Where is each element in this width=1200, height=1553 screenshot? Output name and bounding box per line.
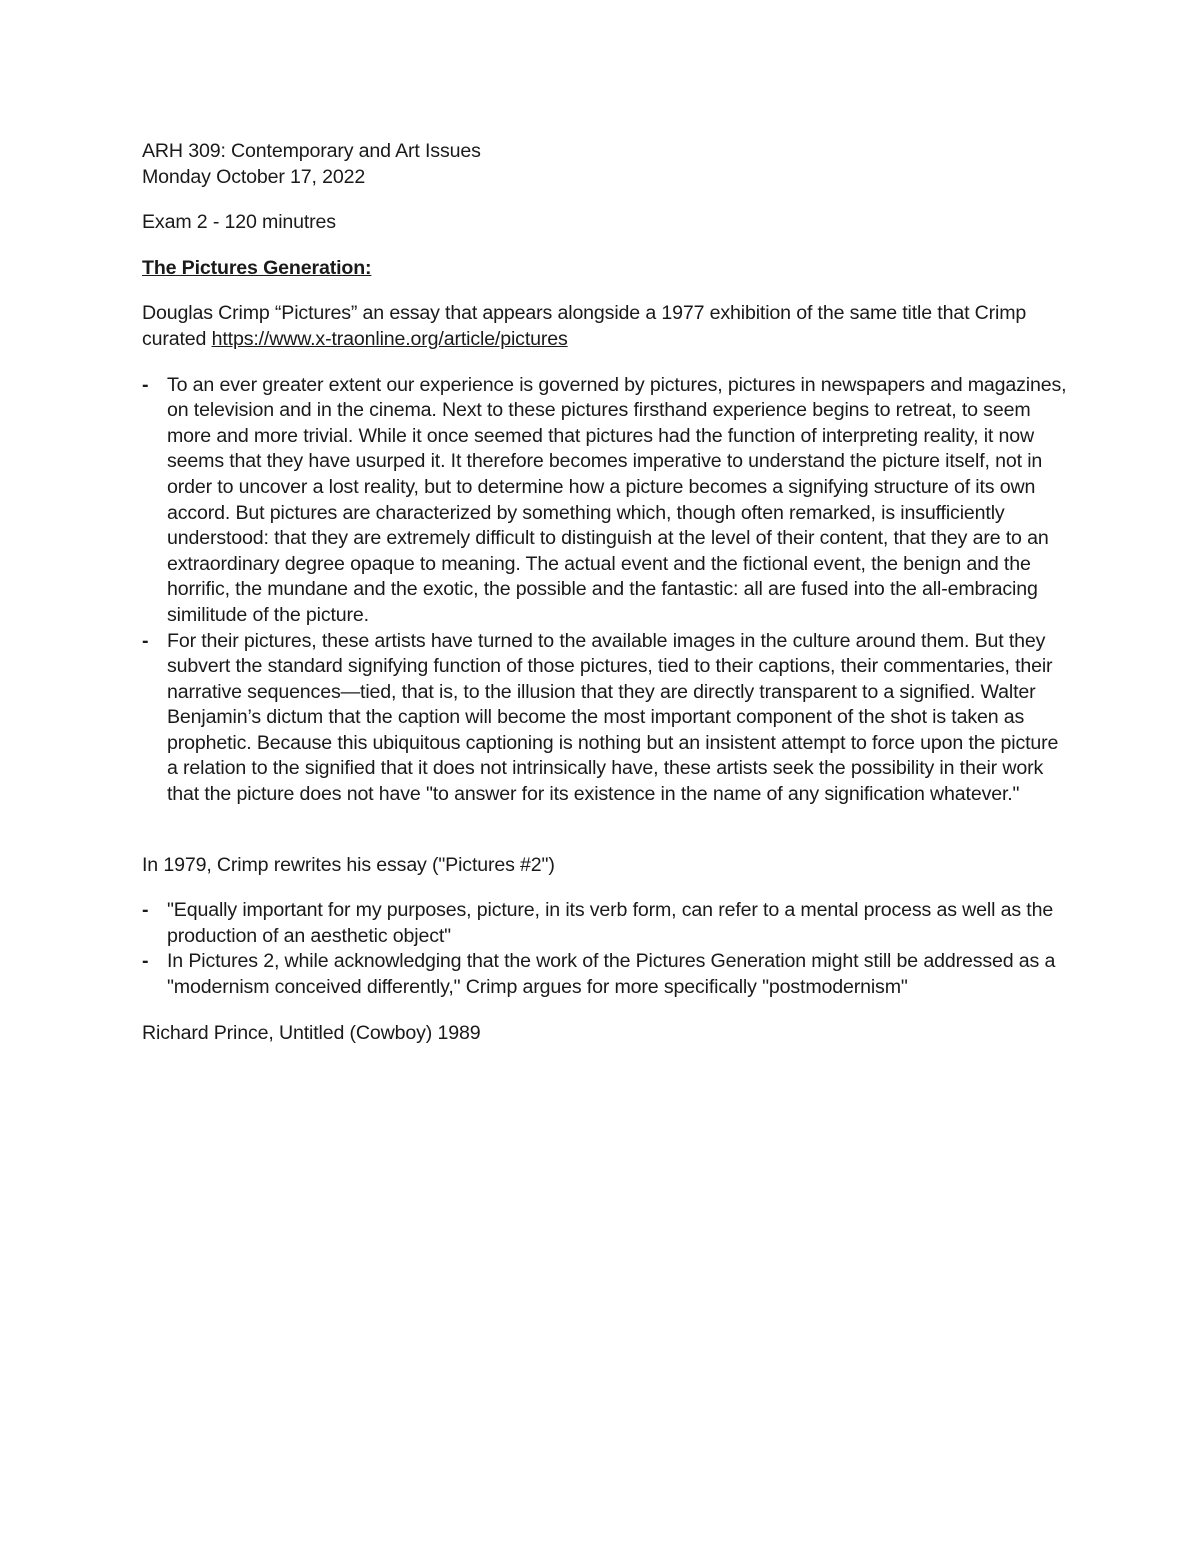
article-link[interactable]: https://www.x-traonline.org/article/pictures — [211, 327, 568, 350]
quote-text: For their pictures, these artists have turned to the available images in the culture around them. But they subvert the standard signifying function of those pictures, tied to their captions, their commentaries, their narrative sequences—tied, that is, to the illusion that they are directly transparent to a signified. Walter Benjamin’s dictum that the caption will become the most important component of the shot is taken as prophetic. Because this ubiquitous captioning is nothing but an insistent attempt to force upon the picture a relation to the signified that it does not intrinsically have, these artists seek the possibility in their work that the picture does not have "to answer for its existence in the name of any signification whatever." — [167, 629, 1059, 806]
rewrite-list — [142, 898, 1072, 1000]
artwork-reference: Richard Prince, Untitled (Cowboy) 1989 — [142, 1021, 481, 1044]
document-page — [142, 139, 1072, 1046]
bullet-dash: - — [142, 629, 149, 652]
list-item — [142, 949, 1072, 1000]
bullet-dash: - — [142, 899, 149, 922]
bullet-dash: - — [142, 950, 149, 973]
exam-date: Monday October 17, 2022 — [142, 165, 366, 188]
intro-text: Douglas Crimp “Pictures” an essay that appears alongside a 1977 exhibition of the same title that Crimp curated — [142, 302, 1027, 350]
section-heading: The Pictures Generation: — [142, 256, 372, 279]
course-title: ARH 309: Contemporary and Art Issues — [142, 140, 481, 162]
quote-text: To an ever greater extent our experience is governed by pictures, pictures in newspapers and magazines, on television and in the cinema. Next to these pictures firsthand experience begins to retreat, to seem more and more trivial. While it once seemed that pictures had the function of interpreting reality, it now seems that they have usurped it. It therefore becomes imperative to understand the picture itself, not in order to uncover a lost reality, but to determine how a picture becomes a signifying structure of its own accord. But pictures are characterized by something which, though often remarked, is insufficiently understood: that they are extremely difficult to distinguish at the level of their content, that they are to an extraordinary degree opaque to meaning. The actual event and the fictional event, the benign and the horrific, the mundane and the exotic, the possible and the fantastic: all are fused into the all-embracing similitude of the picture. — [167, 373, 1067, 626]
rewrite-point: "Equally important for my purposes, picture, in its verb form, can refer to a mental process as well as the production of an aesthetic object" — [167, 899, 1054, 947]
bullet-dash: - — [142, 373, 149, 396]
exam-duration: Exam 2 - 120 minutres — [142, 211, 336, 234]
list-item — [142, 373, 1072, 629]
rewrite-intro: In 1979, Crimp rewrites his essay ("Pictures #2") — [142, 853, 555, 876]
intro-paragraph — [142, 301, 1047, 352]
quote-list — [142, 373, 1072, 808]
list-item — [142, 898, 1072, 949]
list-item — [142, 629, 1072, 808]
rewrite-point: In Pictures 2, while acknowledging that the work of the Pictures Generation might still be addressed as a "modernism conceived differently," Crimp argues for more specifically "postmodernism" — [167, 950, 1056, 999]
